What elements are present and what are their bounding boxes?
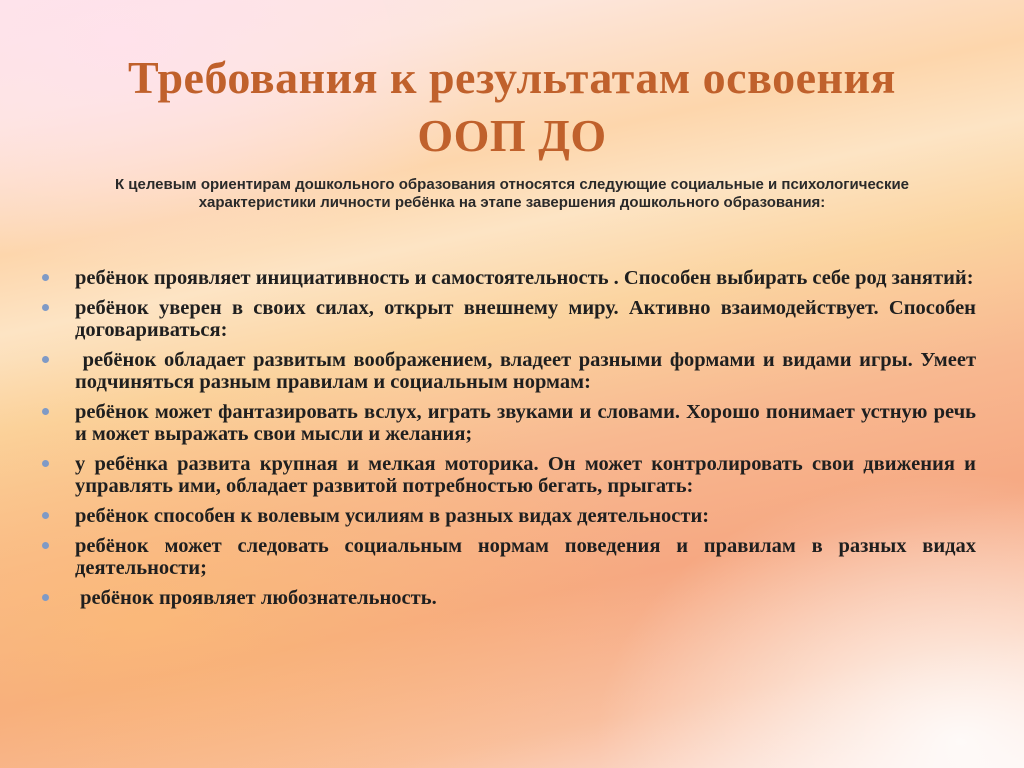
bullet-dot-icon bbox=[42, 542, 49, 549]
title-line-1: Требования к результатам освоения bbox=[128, 51, 896, 103]
bullet-dot-icon bbox=[42, 460, 49, 467]
bullet-text: ребёнок проявляет инициативность и самостоятельность . Способен выбирать себе род занятий: bbox=[75, 267, 974, 289]
bullet-text: ребёнок может следовать социальным нормам поведения и правилам в разных видах деятельности; bbox=[75, 535, 976, 579]
list-item bbox=[42, 453, 976, 497]
intro-paragraph: К целевым ориентирам дошкольного образования относятся следующие социальные и психологические характеристики личности ребёнка на этапе завершения дошкольного образования: bbox=[114, 176, 910, 211]
bullet-dot-icon bbox=[42, 356, 49, 363]
list-item bbox=[42, 587, 976, 609]
bullet-dot-icon bbox=[42, 408, 49, 415]
title-line-2: ООП ДО bbox=[417, 109, 607, 161]
list-item bbox=[42, 267, 976, 289]
bullet-dot-icon bbox=[42, 512, 49, 519]
list-item bbox=[42, 297, 976, 341]
bullet-list bbox=[42, 267, 982, 617]
bullet-text: ребёнок проявляет любознательность. bbox=[75, 587, 437, 609]
bullet-dot-icon bbox=[42, 594, 49, 601]
bullet-text: ребёнок может фантазировать вслух, играть звуками и словами. Хорошо понимает устную речь и может выражать свои мысли и желания; bbox=[75, 401, 976, 445]
list-item bbox=[42, 349, 982, 393]
list-item bbox=[42, 505, 976, 527]
slide-title bbox=[40, 49, 984, 165]
bullet-text: ребёнок обладает развитым воображением, владеет разными формами и видами игры. Умеет подчиняться разным правилам и социальным нормам: bbox=[75, 349, 982, 393]
bullet-dot-icon bbox=[42, 274, 49, 281]
bullet-dot-icon bbox=[42, 304, 49, 311]
list-item bbox=[42, 401, 976, 445]
list-item bbox=[42, 535, 976, 579]
bullet-text: у ребёнка развита крупная и мелкая моторика. Он может контролировать свои движения и управлять ими, обладает развитой потребностью бегать, прыгать: bbox=[75, 453, 976, 497]
bullet-text: ребёнок уверен в своих силах, открыт внешнему миру. Активно взаимодействует. Способен договариваться: bbox=[75, 297, 976, 341]
bullet-text: ребёнок способен к волевым усилиям в разных видах деятельности: bbox=[75, 505, 710, 527]
